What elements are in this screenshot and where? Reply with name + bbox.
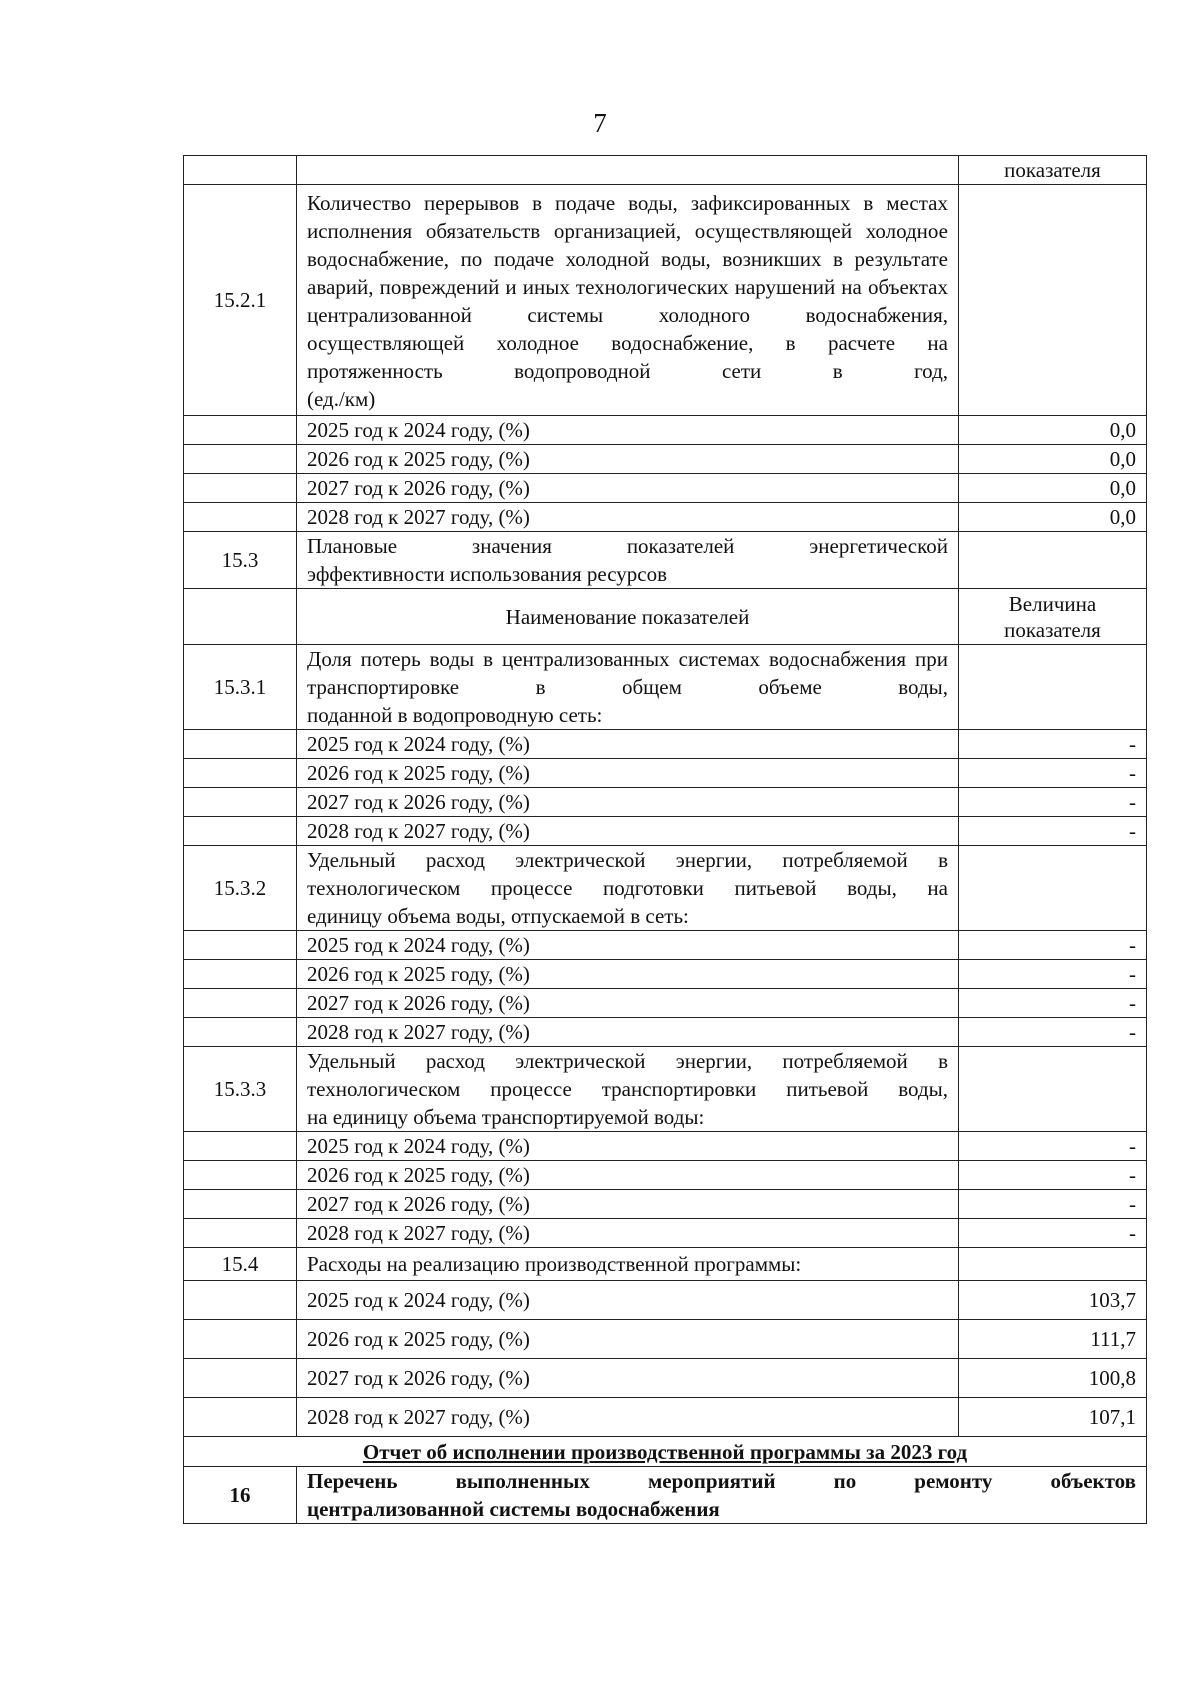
indicator-text: Доля потерь воды в централизованных системах водоснабжения при транспортировке в общем объеме воды, — [307, 647, 948, 699]
indicator-text-last: (ед./км) — [307, 387, 376, 411]
table-row-15-3-2 — [184, 846, 1147, 931]
cell-header-value: показателя — [959, 156, 1147, 185]
year-value: 0,0 — [959, 416, 1147, 445]
table-row — [184, 503, 1147, 532]
year-label: 2026 год к 2025 году, (%) — [297, 1161, 959, 1190]
indicator-text-last: на единицу объема транспортируемой воды: — [307, 1105, 705, 1129]
indicator-text: Удельный расход электрической энергии, потребляемой в технологическом процессе подготовки питьевой воды, на — [307, 848, 948, 900]
table-row — [184, 1320, 1147, 1359]
table-row-15-3-1 — [184, 645, 1147, 730]
year-label: 2026 год к 2025 году, (%) — [297, 960, 959, 989]
table-row — [184, 474, 1147, 503]
cell-num: 15.3.2 — [184, 846, 297, 931]
table-row — [184, 1398, 1147, 1437]
cell-value — [959, 846, 1147, 931]
table-row-15-4 — [184, 1248, 1147, 1281]
year-label: 2027 год к 2026 году, (%) — [297, 1359, 959, 1398]
cell-num: 15.3 — [184, 532, 297, 589]
year-value: 0,0 — [959, 474, 1147, 503]
table-row — [184, 931, 1147, 960]
cell-text — [297, 1467, 1147, 1524]
page-number: 7 — [593, 108, 607, 138]
year-value: - — [959, 1161, 1147, 1190]
table-row-16 — [184, 1467, 1147, 1524]
report-title — [184, 1437, 1147, 1467]
header-value-line2: показателя — [1004, 617, 1101, 642]
year-label: 2027 год к 2026 году, (%) — [297, 989, 959, 1018]
header-name: Наименование показателей — [297, 589, 959, 645]
indicator-text-last: единицу объема воды, отпускаемой в сеть: — [307, 904, 689, 928]
cell-num: 15.3.3 — [184, 1047, 297, 1132]
indicator-text: Количество перерывов в подаче воды, зафиксированных в местах исполнения обязательств организацией, осуществляющей холодное водоснабжение, по подаче холодной воды, возникших в результате аварий, повреждений и иных технологических нарушений на объектах централизованной системы холодного водоснабжения, осуществляющей холодное водоснабжение, в расчете на протяженность водопроводной сети в год, — [307, 191, 948, 383]
cell-value — [959, 185, 1147, 416]
year-value: 0,0 — [959, 503, 1147, 532]
cell-text — [297, 156, 959, 185]
table-row — [184, 788, 1147, 817]
year-label: 2026 год к 2025 году, (%) — [297, 759, 959, 788]
indicator-text-last: централизованной системы водоснабжения — [307, 1497, 720, 1521]
cell-text — [297, 532, 959, 589]
year-value: 103,7 — [959, 1281, 1147, 1320]
year-label: 2028 год к 2027 году, (%) — [297, 1219, 959, 1248]
year-label: 2025 год к 2024 году, (%) — [297, 1132, 959, 1161]
indicator-text: Удельный расход электрической энергии, потребляемой в технологическом процессе транспортировки питьевой воды, — [307, 1049, 948, 1101]
cell-text — [297, 1047, 959, 1132]
cell-num: 16 — [184, 1467, 297, 1524]
year-label: 2028 год к 2027 году, (%) — [297, 817, 959, 846]
year-label: 2027 год к 2026 году, (%) — [297, 474, 959, 503]
table-row — [184, 1190, 1147, 1219]
cell-value — [959, 1248, 1147, 1281]
table-header-row — [184, 589, 1147, 645]
year-label: 2025 год к 2024 году, (%) — [297, 931, 959, 960]
year-label: 2028 год к 2027 году, (%) — [297, 503, 959, 532]
year-value: - — [959, 730, 1147, 759]
cell-num — [184, 156, 297, 185]
table-row — [184, 817, 1147, 846]
year-label: 2026 год к 2025 году, (%) — [297, 1320, 959, 1359]
cell-text — [297, 185, 959, 416]
year-value: - — [959, 989, 1147, 1018]
cell-value — [959, 645, 1147, 730]
year-value: 100,8 — [959, 1359, 1147, 1398]
year-value: - — [959, 1018, 1147, 1047]
indicator-text: Плановые значения показателей энергетической — [307, 534, 948, 558]
year-value: - — [959, 931, 1147, 960]
year-label: 2028 год к 2027 году, (%) — [297, 1018, 959, 1047]
indicator-text-last: поданной в водопроводную сеть: — [307, 703, 603, 727]
table-row — [184, 1161, 1147, 1190]
table-row — [184, 156, 1147, 185]
report-title-row — [184, 1437, 1147, 1467]
cell-text — [297, 645, 959, 730]
cell-num: 15.2.1 — [184, 185, 297, 416]
year-label: 2027 год к 2026 году, (%) — [297, 788, 959, 817]
year-label: 2027 год к 2026 году, (%) — [297, 1190, 959, 1219]
cell-num: 15.3.1 — [184, 645, 297, 730]
year-value: - — [959, 960, 1147, 989]
report-title-text: Отчет об исполнении производственной программы за 2023 год — [362, 1439, 968, 1464]
table-row-15-2-1 — [184, 185, 1147, 416]
header-value — [959, 589, 1147, 645]
table-row — [184, 1281, 1147, 1320]
year-value: - — [959, 1219, 1147, 1248]
table-row — [184, 1018, 1147, 1047]
cell-value — [959, 1047, 1147, 1132]
year-value: - — [959, 817, 1147, 846]
year-value: - — [959, 1190, 1147, 1219]
cell-num: 15.4 — [184, 1248, 297, 1281]
table-row — [184, 759, 1147, 788]
year-label: 2025 год к 2024 году, (%) — [297, 1281, 959, 1320]
year-label: 2025 год к 2024 году, (%) — [297, 730, 959, 759]
table-row-15-3-3 — [184, 1047, 1147, 1132]
year-value: - — [959, 759, 1147, 788]
table-row — [184, 730, 1147, 759]
year-value: 0,0 — [959, 445, 1147, 474]
table-row-15-3 — [184, 532, 1147, 589]
year-label: 2026 год к 2025 году, (%) — [297, 445, 959, 474]
year-value: 111,7 — [959, 1320, 1147, 1359]
table-row — [184, 1219, 1147, 1248]
year-value: - — [959, 1132, 1147, 1161]
table-row — [184, 1132, 1147, 1161]
cell-text — [297, 846, 959, 931]
indicators-table — [183, 155, 1147, 1524]
table-row — [184, 445, 1147, 474]
cell-num — [184, 589, 297, 645]
table-row — [184, 1359, 1147, 1398]
table-row — [184, 960, 1147, 989]
cell-value — [959, 532, 1147, 589]
year-value: - — [959, 788, 1147, 817]
year-label: 2028 год к 2027 году, (%) — [297, 1398, 959, 1437]
header-value-line1: Величина — [1008, 591, 1097, 616]
cell-text: Расходы на реализацию производственной программы: — [297, 1248, 959, 1281]
indicator-text: Перечень выполненных мероприятий по ремонту объектов — [307, 1469, 1136, 1493]
table-row — [184, 989, 1147, 1018]
year-label: 2025 год к 2024 году, (%) — [297, 416, 959, 445]
indicator-text-last: эффективности использования ресурсов — [307, 562, 668, 586]
table-row — [184, 416, 1147, 445]
year-value: 107,1 — [959, 1398, 1147, 1437]
